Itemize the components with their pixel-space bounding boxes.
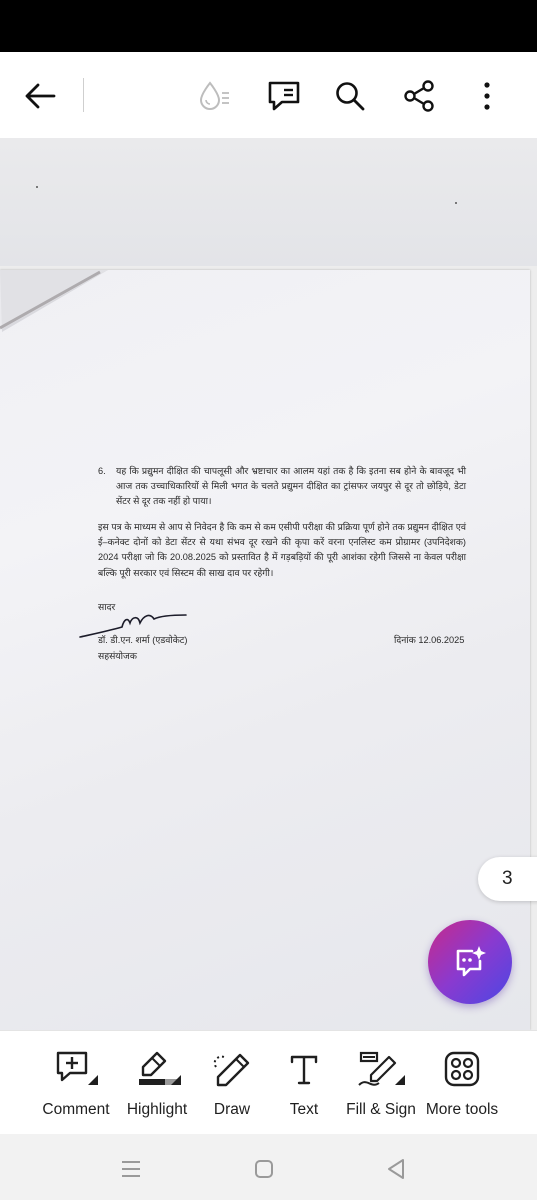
status-bar [0,0,537,52]
tool-text[interactable] [278,1049,330,1129]
back-icon[interactable] [381,1154,411,1184]
tool-fill-sign-label: Fill & Sign [346,1101,416,1118]
tool-text-label: Text [289,1101,319,1118]
toolbar-divider [83,78,84,112]
page-number: 3 [502,868,513,889]
page-number-indicator[interactable] [478,857,537,901]
share-icon[interactable] [397,74,441,118]
previous-page-bottom [0,138,537,266]
ai-assistant-button[interactable] [428,920,512,1004]
tool-more-tools[interactable] [424,1049,500,1129]
item-6 [98,464,466,510]
item-6-number: 6. [98,466,106,476]
tool-comment[interactable] [42,1049,110,1129]
bottom-tools-bar [0,1030,537,1135]
document-viewer[interactable] [0,138,537,1030]
folded-corner [0,270,110,340]
more-vertical-icon[interactable] [465,74,509,118]
recents-icon[interactable] [116,1154,146,1184]
signatory-name: डॉ. डी.एन. शर्मा (एडवोकेट) [98,635,188,645]
tool-comment-label: Comment [42,1101,110,1118]
closing-text: सादर [98,602,116,612]
main-paragraph: इस पत्र के माध्यम से आप से निवेदन है कि कम से कम एसीपी परीक्षा की प्रक्रिया पूर्ण होने तक प्रद्युमन दीक्षित एवं ई–कनेक्ट दोनों को डेटा सेंटर से यथा संभव दूर रखने की कृपा करें वरना एनलिस्ट कम प्रोग्रामर (उपनिदेशक) 2024 परीक्षा जो कि 20.08.2025 को प्रस्तावित है में गड़बड़ियों की पूरी आशंका रहेगी जिससे ना केवल परीक्षा बल्कि पूरी सरकार एवं सिस्टम की साख दाव पर रहेगी। [98,522,466,578]
tool-highlight[interactable] [125,1049,189,1129]
text-icon [286,1049,322,1093]
tool-draw-label: Draw [213,1101,251,1118]
item-6-text: यह कि प्रद्युमन दीक्षित की चापलूसी और भ्रष्टाचार का आलम यहां तक है कि इतना सब होने के बावजूद भी आज तक उच्चाधिकारियों से मिली भगत के चलते प्रद्युमन दीक्षित का ट्रांसफर जयपुर से दूर तो छोड़िये, डेटा सेंटर से दूर तक नहीं हो पाया। [116,466,466,507]
comment-list-icon[interactable] [262,74,306,118]
document-page [0,270,530,1030]
tool-draw[interactable] [206,1049,258,1129]
ai-assistant-icon [450,943,490,981]
comment-add-icon [52,1049,100,1093]
signatory-designation: सहसंयोजक [98,651,137,661]
fill-sign-icon [355,1049,407,1093]
grid-tools-icon [442,1049,482,1093]
pencil-draw-icon [210,1049,254,1093]
search-icon[interactable] [328,74,372,118]
system-nav-bar [0,1134,537,1200]
home-icon[interactable] [249,1154,279,1184]
tool-highlight-label: Highlight [126,1101,188,1118]
tool-more-tools-label: More tools [425,1101,499,1118]
top-toolbar [0,52,537,138]
liquid-mode-icon[interactable] [193,74,237,118]
highlighter-icon [131,1049,183,1093]
back-arrow-icon[interactable] [18,74,62,118]
letter-date: दिनांक 12.06.2025 [394,635,465,645]
tool-fill-sign[interactable] [345,1049,417,1129]
